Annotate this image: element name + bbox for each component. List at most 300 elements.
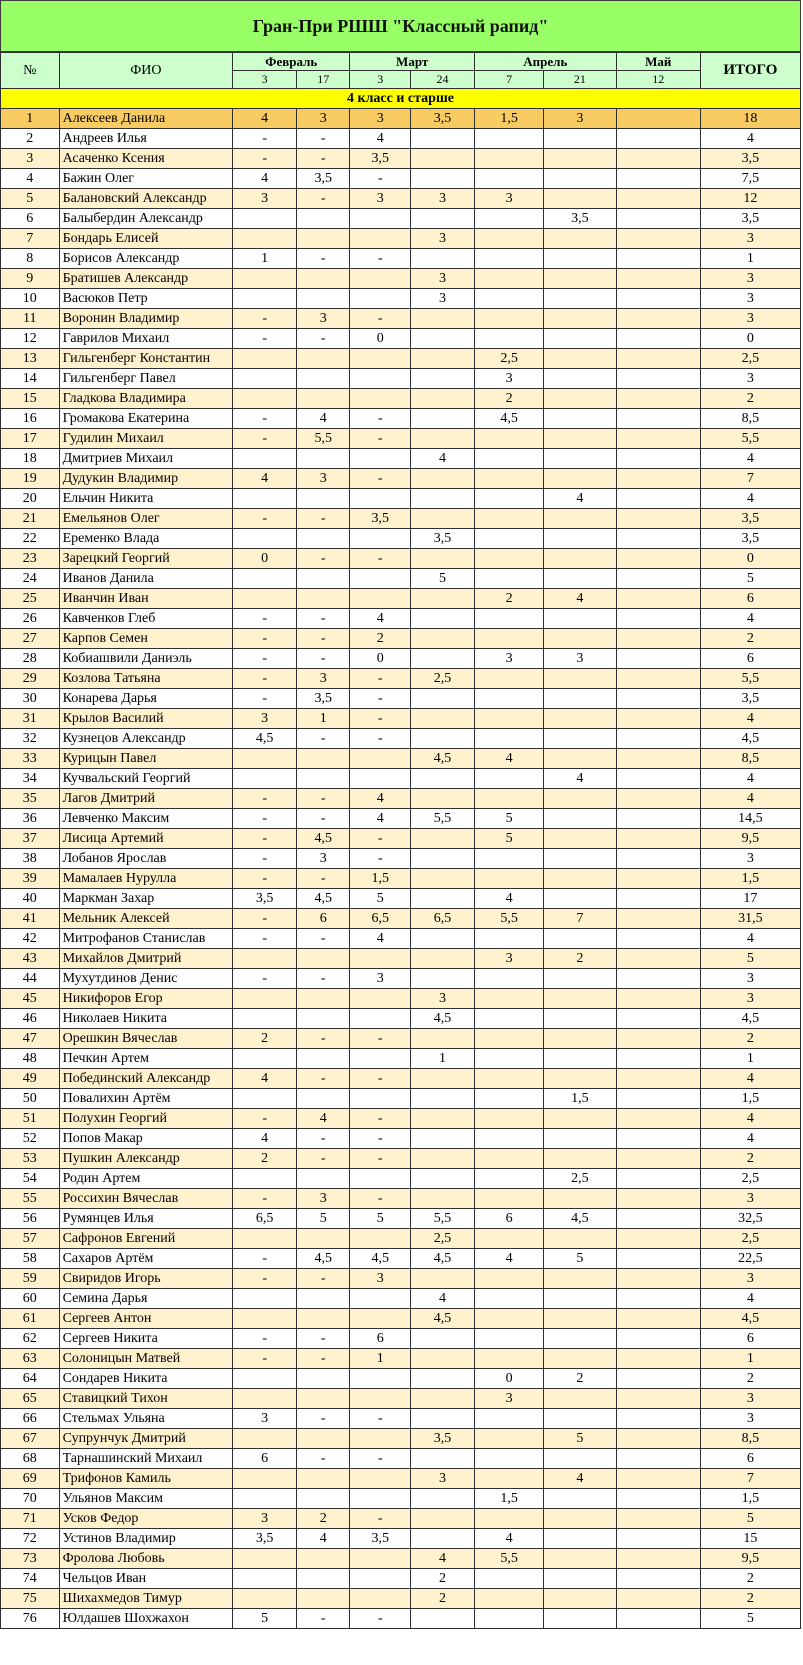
round-score	[616, 189, 700, 209]
round-score	[474, 209, 543, 229]
row-total: 3	[700, 309, 800, 329]
round-score	[350, 1549, 411, 1569]
round-score: 2	[297, 1509, 350, 1529]
round-score	[411, 969, 475, 989]
round-score	[616, 1569, 700, 1589]
player-name: Борисов Александр	[59, 249, 233, 269]
row-total: 6	[700, 589, 800, 609]
round-score: 1	[411, 1049, 475, 1069]
round-score: 2	[544, 949, 616, 969]
row-total: 5	[700, 569, 800, 589]
round-score	[350, 289, 411, 309]
round-score	[616, 609, 700, 629]
player-name: Бондарь Елисей	[59, 229, 233, 249]
table-row	[1, 269, 801, 289]
row-total: 6	[700, 649, 800, 669]
round-score: -	[297, 129, 350, 149]
table-row	[1, 1249, 801, 1269]
row-total: 5,5	[700, 429, 800, 449]
round-score: -	[233, 649, 297, 669]
row-number: 4	[1, 169, 60, 189]
round-score	[544, 1549, 616, 1569]
round-score	[474, 1229, 543, 1249]
round-score	[474, 1609, 543, 1629]
round-score	[411, 169, 475, 189]
round-score	[544, 469, 616, 489]
round-score: 4	[350, 789, 411, 809]
table-row	[1, 1289, 801, 1309]
table-row	[1, 949, 801, 969]
round-score	[350, 1289, 411, 1309]
row-total: 3,5	[700, 149, 800, 169]
round-score	[233, 1049, 297, 1069]
round-score: 3	[411, 269, 475, 289]
player-name: Чельцов Иван	[59, 1569, 233, 1589]
row-total: 8,5	[700, 409, 800, 429]
table-row	[1, 369, 801, 389]
row-total: 1	[700, 249, 800, 269]
round-score	[616, 229, 700, 249]
round-score: 5	[350, 889, 411, 909]
round-score	[616, 649, 700, 669]
round-score: -	[297, 549, 350, 569]
player-name: Румянцев Илья	[59, 1209, 233, 1229]
round-score	[616, 329, 700, 349]
row-number: 16	[1, 409, 60, 429]
table-row	[1, 1389, 801, 1409]
round-score	[616, 1169, 700, 1189]
round-score	[616, 389, 700, 409]
player-name: Васюков Петр	[59, 289, 233, 309]
round-score: 3	[297, 469, 350, 489]
round-score	[474, 329, 543, 349]
round-score	[616, 1509, 700, 1529]
round-score	[474, 1069, 543, 1089]
round-score	[297, 1169, 350, 1189]
round-score	[544, 1589, 616, 1609]
round-score: -	[350, 689, 411, 709]
round-score: -	[233, 829, 297, 849]
round-score: 0	[233, 549, 297, 569]
row-total: 15	[700, 1529, 800, 1549]
round-score: -	[350, 309, 411, 329]
round-score	[474, 489, 543, 509]
row-number: 55	[1, 1189, 60, 1209]
standings-table	[0, 52, 801, 1629]
round-score: 3	[233, 1409, 297, 1429]
player-name: Лисица Артемий	[59, 829, 233, 849]
round-score: 3	[297, 1189, 350, 1209]
round-score	[544, 529, 616, 549]
round-score	[544, 869, 616, 889]
round-score	[474, 969, 543, 989]
round-score	[544, 669, 616, 689]
row-total: 4,5	[700, 1009, 800, 1029]
round-score: 3	[474, 649, 543, 669]
round-score	[350, 1049, 411, 1069]
table-row	[1, 1529, 801, 1549]
round-score	[544, 1349, 616, 1369]
header-day: 17	[297, 71, 350, 89]
table-row	[1, 1449, 801, 1469]
round-score	[616, 1009, 700, 1029]
round-score	[616, 1069, 700, 1089]
row-number: 12	[1, 329, 60, 349]
round-score	[297, 989, 350, 1009]
round-score: 6	[233, 1449, 297, 1469]
row-total: 2	[700, 1369, 800, 1389]
round-score	[616, 789, 700, 809]
round-score	[233, 269, 297, 289]
round-score: 3	[411, 229, 475, 249]
round-score: 0	[474, 1369, 543, 1389]
round-score	[616, 569, 700, 589]
round-score	[616, 1289, 700, 1309]
round-score	[616, 269, 700, 289]
row-total: 9,5	[700, 1549, 800, 1569]
row-number: 25	[1, 589, 60, 609]
round-score	[474, 229, 543, 249]
round-score: 6	[297, 909, 350, 929]
round-score: -	[350, 1189, 411, 1209]
round-score	[411, 889, 475, 909]
row-total: 4	[700, 1069, 800, 1089]
row-total: 3	[700, 1409, 800, 1429]
round-score: 3	[474, 1389, 543, 1409]
round-score	[616, 149, 700, 169]
table-row	[1, 469, 801, 489]
round-score: 3	[411, 189, 475, 209]
row-total: 6	[700, 1329, 800, 1349]
row-total: 12	[700, 189, 800, 209]
round-score: -	[350, 1609, 411, 1629]
row-total: 3	[700, 989, 800, 1009]
round-score: 3	[350, 969, 411, 989]
round-score	[474, 609, 543, 629]
player-name: Гильгенберг Павел	[59, 369, 233, 389]
round-score	[474, 669, 543, 689]
round-score: 4	[544, 769, 616, 789]
table-row	[1, 929, 801, 949]
round-score	[616, 309, 700, 329]
round-score: 3	[544, 649, 616, 669]
round-score	[544, 1529, 616, 1549]
player-name: Сондарев Никита	[59, 1369, 233, 1389]
round-score: -	[297, 249, 350, 269]
round-score	[411, 1089, 475, 1109]
round-score: -	[233, 909, 297, 929]
round-score	[616, 689, 700, 709]
round-score: 5	[474, 809, 543, 829]
row-total: 8,5	[700, 749, 800, 769]
round-score	[616, 209, 700, 229]
round-score	[297, 949, 350, 969]
round-score: -	[350, 1449, 411, 1469]
round-score	[616, 869, 700, 889]
table-row	[1, 1329, 801, 1349]
round-score: -	[297, 649, 350, 669]
row-number: 42	[1, 929, 60, 949]
row-total: 22,5	[700, 1249, 800, 1269]
round-score: 3	[411, 289, 475, 309]
round-score	[616, 949, 700, 969]
round-score: -	[297, 1609, 350, 1629]
round-score	[350, 349, 411, 369]
round-score	[616, 1409, 700, 1429]
round-score	[544, 1109, 616, 1129]
round-score: -	[350, 669, 411, 689]
round-score	[233, 589, 297, 609]
row-total: 4	[700, 1129, 800, 1149]
round-score: 3	[350, 109, 411, 129]
round-score	[233, 769, 297, 789]
table-row	[1, 1549, 801, 1569]
round-score: 4	[233, 469, 297, 489]
round-score: 2	[411, 1569, 475, 1589]
round-score: -	[297, 789, 350, 809]
round-score: 5	[544, 1429, 616, 1449]
header-fio: ФИО	[59, 53, 233, 89]
round-score	[350, 1369, 411, 1389]
round-score	[474, 1589, 543, 1609]
round-score	[474, 869, 543, 889]
round-score	[544, 629, 616, 649]
table-row	[1, 989, 801, 1009]
row-number: 53	[1, 1149, 60, 1169]
round-score	[616, 829, 700, 849]
row-number: 74	[1, 1569, 60, 1589]
round-score: 3,5	[544, 209, 616, 229]
round-score	[616, 1489, 700, 1509]
table-row	[1, 1149, 801, 1169]
row-number: 71	[1, 1509, 60, 1529]
row-total: 9,5	[700, 829, 800, 849]
player-name: Балыбердин Александр	[59, 209, 233, 229]
round-score	[297, 1549, 350, 1569]
round-score	[474, 1089, 543, 1109]
player-name: Крылов Василий	[59, 709, 233, 729]
round-score	[474, 1309, 543, 1329]
round-score: 2	[411, 1589, 475, 1609]
round-score	[544, 1189, 616, 1209]
round-score	[544, 309, 616, 329]
round-score: 3,5	[411, 109, 475, 129]
round-score	[616, 469, 700, 489]
row-total: 5	[700, 1509, 800, 1529]
round-score	[474, 769, 543, 789]
round-score: 6,5	[411, 909, 475, 929]
row-number: 5	[1, 189, 60, 209]
table-row	[1, 1569, 801, 1589]
round-score	[544, 889, 616, 909]
player-name: Попов Макар	[59, 1129, 233, 1149]
round-score	[544, 149, 616, 169]
round-score	[616, 529, 700, 549]
round-score: 3	[474, 189, 543, 209]
round-score	[233, 349, 297, 369]
round-score	[544, 749, 616, 769]
round-score: 3	[297, 309, 350, 329]
table-row	[1, 609, 801, 629]
row-number: 70	[1, 1489, 60, 1509]
round-score	[474, 629, 543, 649]
row-total: 3	[700, 1189, 800, 1209]
round-score	[350, 1009, 411, 1029]
round-score	[474, 1349, 543, 1369]
round-score	[474, 1269, 543, 1289]
row-total: 1	[700, 1349, 800, 1369]
round-score: 5	[411, 569, 475, 589]
table-row	[1, 109, 801, 129]
round-score: 5,5	[474, 909, 543, 929]
row-total: 3	[700, 369, 800, 389]
table-row	[1, 969, 801, 989]
round-score: -	[233, 309, 297, 329]
round-score	[474, 849, 543, 869]
row-number: 36	[1, 809, 60, 829]
player-name: Мельник Алексей	[59, 909, 233, 929]
round-score: -	[233, 869, 297, 889]
table-row	[1, 509, 801, 529]
header-month-may: Май	[616, 53, 700, 71]
round-score: 4	[233, 109, 297, 129]
round-score: 2	[233, 1029, 297, 1049]
round-score	[616, 909, 700, 929]
row-total: 1,5	[700, 1089, 800, 1109]
round-score	[411, 209, 475, 229]
round-score	[474, 989, 543, 1009]
round-score	[616, 489, 700, 509]
player-name: Балановский Александр	[59, 189, 233, 209]
round-score	[411, 629, 475, 649]
round-score	[544, 169, 616, 189]
table-row	[1, 1169, 801, 1189]
row-total: 3	[700, 969, 800, 989]
round-score: -	[233, 809, 297, 829]
round-score	[411, 1149, 475, 1169]
round-score: 3,5	[350, 149, 411, 169]
table-row	[1, 1409, 801, 1429]
round-score: -	[297, 1409, 350, 1429]
row-total: 5	[700, 1609, 800, 1629]
row-number: 66	[1, 1409, 60, 1429]
round-score: 4	[411, 1549, 475, 1569]
round-score	[616, 1189, 700, 1209]
table-row	[1, 169, 801, 189]
round-score: -	[233, 789, 297, 809]
round-score: -	[233, 609, 297, 629]
round-score	[616, 1229, 700, 1249]
round-score	[350, 1589, 411, 1609]
player-name: Тарнашинский Михаил	[59, 1449, 233, 1469]
round-score	[411, 929, 475, 949]
row-number: 40	[1, 889, 60, 909]
round-score	[411, 409, 475, 429]
round-score	[544, 269, 616, 289]
table-row	[1, 649, 801, 669]
row-number: 32	[1, 729, 60, 749]
round-score	[297, 1489, 350, 1509]
round-score: -	[233, 1349, 297, 1369]
table-row	[1, 1589, 801, 1609]
round-score	[544, 989, 616, 1009]
round-score	[297, 569, 350, 589]
row-number: 10	[1, 289, 60, 309]
player-name: Карпов Семен	[59, 629, 233, 649]
round-score: 5	[297, 1209, 350, 1229]
round-score	[544, 509, 616, 529]
round-score	[350, 229, 411, 249]
round-score: 3,5	[411, 529, 475, 549]
round-score	[350, 769, 411, 789]
round-score: 3	[411, 1469, 475, 1489]
table-row	[1, 809, 801, 829]
row-number: 73	[1, 1549, 60, 1569]
round-score	[297, 1469, 350, 1489]
player-name: Кавченков Глеб	[59, 609, 233, 629]
round-score	[544, 789, 616, 809]
round-score	[297, 749, 350, 769]
header-total: ИТОГО	[700, 53, 800, 89]
round-score	[297, 769, 350, 789]
row-total: 4	[700, 709, 800, 729]
player-name: Гаврилов Михаил	[59, 329, 233, 349]
row-total: 3,5	[700, 689, 800, 709]
round-score	[544, 189, 616, 209]
row-number: 14	[1, 369, 60, 389]
round-score	[474, 1129, 543, 1149]
round-score	[474, 1149, 543, 1169]
header-day: 3	[350, 71, 411, 89]
player-name: Алексеев Данила	[59, 109, 233, 129]
player-name: Солоницын Матвей	[59, 1349, 233, 1369]
player-name: Громакова Екатерина	[59, 409, 233, 429]
round-score	[297, 449, 350, 469]
round-score	[233, 1569, 297, 1589]
round-score	[616, 1049, 700, 1069]
table-row	[1, 449, 801, 469]
row-number: 2	[1, 129, 60, 149]
round-score: -	[233, 1109, 297, 1129]
round-score	[474, 929, 543, 949]
round-score: 4	[350, 129, 411, 149]
round-score	[411, 769, 475, 789]
player-name: Семина Дарья	[59, 1289, 233, 1309]
round-score	[411, 429, 475, 449]
player-name: Трифонов Камиль	[59, 1469, 233, 1489]
row-number: 46	[1, 1009, 60, 1029]
row-total: 4	[700, 489, 800, 509]
round-score: 0	[350, 329, 411, 349]
round-score	[616, 1609, 700, 1629]
table-row	[1, 1609, 801, 1629]
round-score	[411, 1509, 475, 1529]
row-total: 3	[700, 269, 800, 289]
player-name: Дмитриев Михаил	[59, 449, 233, 469]
round-score: 5	[474, 829, 543, 849]
round-score	[474, 1509, 543, 1529]
player-name: Дудукин Владимир	[59, 469, 233, 489]
round-score: -	[350, 829, 411, 849]
table-row	[1, 629, 801, 649]
round-score: 6,5	[233, 1209, 297, 1229]
round-score: 1,5	[544, 1089, 616, 1109]
round-score: 3	[350, 189, 411, 209]
player-name: Зарецкий Георгий	[59, 549, 233, 569]
player-name: Сахаров Артём	[59, 1249, 233, 1269]
round-score	[474, 569, 543, 589]
row-total: 3,5	[700, 529, 800, 549]
